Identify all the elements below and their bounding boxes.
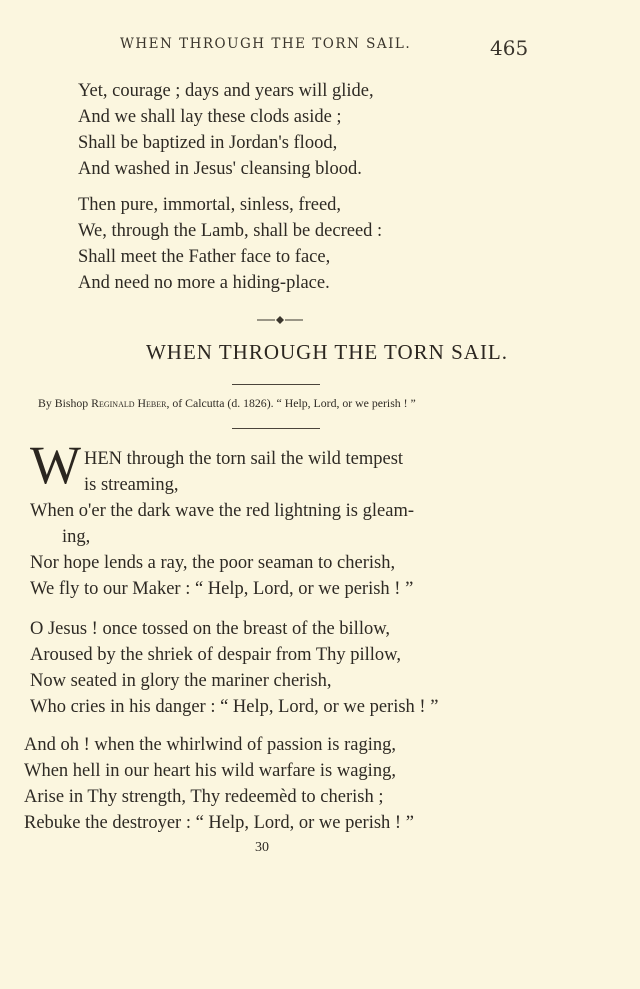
verse-line: And we shall lay these clods aside ;: [78, 107, 342, 127]
verse-line: Now seated in glory the mariner cherish,: [30, 671, 332, 691]
attribution-prefix: By Bishop: [38, 396, 89, 410]
attribution-rule: [232, 428, 320, 429]
previous-stanza-2: [78, 192, 382, 296]
page-number: 465: [490, 36, 529, 60]
verse-line: When hell in our heart his wild warfare is waging,: [24, 761, 396, 781]
verse-line: Arise in Thy strength, Thy redeemèd to cherish ;: [24, 787, 384, 807]
verse-line: ing,: [62, 527, 91, 547]
verse-line: Nor hope lends a ray, the poor seaman to cherish,: [30, 553, 396, 573]
hymn-stanza-1a: [84, 446, 403, 498]
previous-stanza-1: [78, 78, 374, 182]
verse-line: Who cries in his danger : “ Help, Lord, or we perish ! ”: [30, 697, 439, 717]
verse-line: And washed in Jesus' cleansing blood.: [78, 159, 362, 179]
hymn-title: WHEN THROUGH THE TORN SAIL.: [145, 340, 509, 364]
section-ornament: [255, 312, 305, 328]
verse-line: When o'er the dark wave the red lightning is gleam-: [30, 501, 414, 521]
verse-line: O Jesus ! once tossed on the breast of the billow,: [30, 619, 390, 639]
verse-line: Rebuke the destroyer : “ Help, Lord, or we perish ! ”: [24, 813, 414, 833]
verse-line: Then pure, immortal, sinless, freed,: [78, 195, 342, 215]
verse-line: And oh ! when the whirlwind of passion is raging,: [24, 735, 397, 755]
drop-cap: W: [30, 435, 81, 495]
attribution-suffix: , of Calcutta (d. 1826). “ Help, Lord, or we perish ! ”: [166, 396, 416, 410]
verse-line: is streaming,: [84, 475, 179, 495]
verse-line: Shall meet the Father face to face,: [78, 247, 331, 267]
verse-line: HEN through the torn sail the wild tempest: [84, 449, 404, 469]
hymn-stanza-1b: [30, 498, 414, 602]
verse-line: Shall be baptized in Jordan's flood,: [78, 133, 338, 153]
title-rule: [232, 384, 320, 385]
verse-line: Yet, courage ; days and years will glide,: [78, 81, 374, 101]
verse-line: And need no more a hiding-place.: [78, 273, 330, 293]
hymn-stanza-3: [24, 732, 414, 836]
verse-line: We, through the Lamb, shall be decreed :: [78, 221, 383, 241]
author-name: Reginald Heber: [91, 396, 167, 410]
signature-mark: 30: [255, 840, 269, 855]
verse-line: We fly to our Maker : “ Help, Lord, or we perish ! ”: [30, 579, 414, 599]
attribution: [38, 396, 618, 411]
running-head: WHEN THROUGH THE TORN SAIL.: [120, 36, 412, 52]
hymn-stanza-2: [30, 616, 438, 720]
verse-line: Aroused by the shriek of despair from Thy pillow,: [30, 645, 401, 665]
